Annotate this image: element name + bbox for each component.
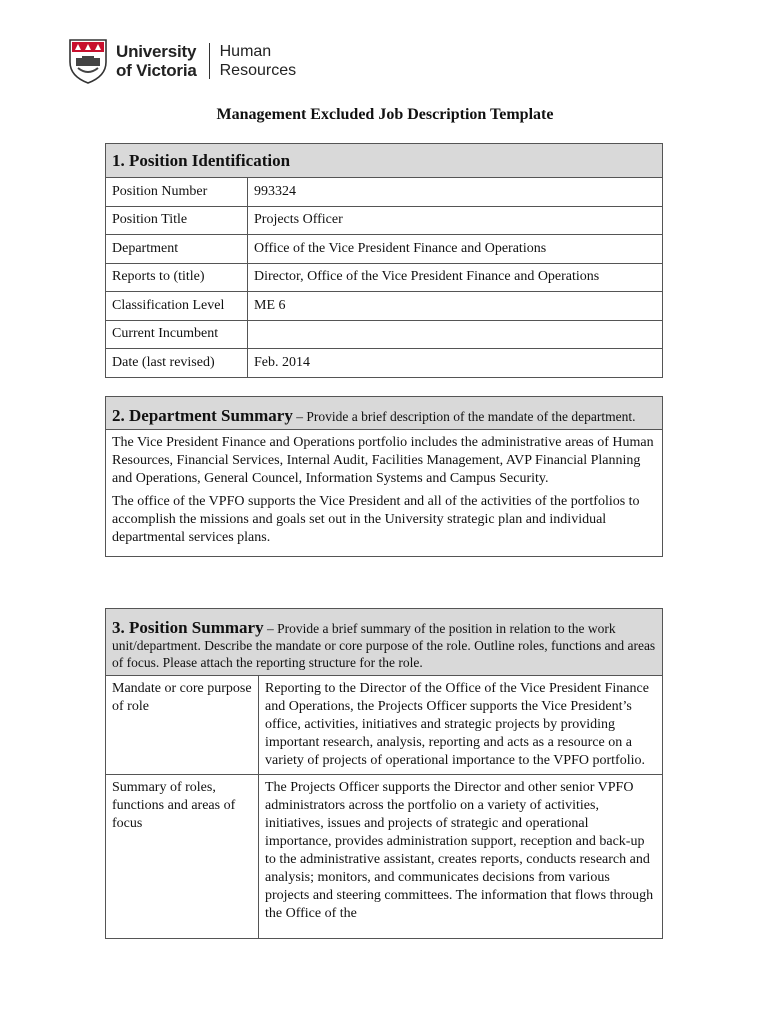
department-summary-table xyxy=(105,396,663,557)
section2-header xyxy=(106,397,663,430)
roles-value: The Projects Officer supports the Director and other senior VPFO administrators across the portfolio on a variety of activities, initiatives, issues and projects of strategic and operational importance, provides administration support, reception and back-up to the administrative assistant, creates reports, conducts research and analysis; monitors, and communicates decisions from various projects and steering committees. The information that flows through the Office of the xyxy=(265,780,654,921)
logo-word-of-victoria: of Victoria xyxy=(116,61,197,80)
logo-dept-line1: Human xyxy=(219,43,272,60)
field-label: Position Title xyxy=(106,206,248,235)
table-row xyxy=(106,263,663,292)
section1-header xyxy=(106,144,663,178)
section3-heading: 3. Position Summary xyxy=(112,618,264,637)
section2-instruction: – Provide a brief description of the mandate of the department. xyxy=(292,409,636,424)
mandate-value: Reporting to the Director of the Office of the Vice President Finance and Operations, the Projects Officer supports the Vice President’s office, activities, initiatives and strategic projects by providing important research, analysis, reporting and acts as a resource on a variety of projects of operational importance to the VPFO portfolio. xyxy=(259,676,663,775)
document-title: Management Excluded Job Description Template xyxy=(216,106,554,123)
logo-dept-line2: Resources xyxy=(219,62,297,79)
field-value xyxy=(248,320,663,349)
mandate-label: Mandate or core purpose of role xyxy=(106,676,259,775)
logo-word-university: University xyxy=(116,42,197,61)
table-row xyxy=(106,178,663,207)
table-row xyxy=(106,235,663,264)
university-wordmark xyxy=(116,42,197,80)
field-value: Office of the Vice President Finance and Operations xyxy=(248,235,663,264)
field-value: Feb. 2014 xyxy=(248,349,663,378)
uvic-hr-logo xyxy=(68,38,296,84)
department-summary-paragraph: The office of the VPFO supports the Vice President and all of the activities of the portfolios to accomplish the missions and goals set out in the University strategic plan and individual departmental services plans. xyxy=(112,494,640,545)
position-summary-table xyxy=(105,608,663,939)
field-value: 993324 xyxy=(248,178,663,207)
section2-body xyxy=(106,430,663,557)
position-identification-table xyxy=(105,143,663,378)
field-label: Department xyxy=(106,235,248,264)
table-row xyxy=(106,206,663,235)
section3-instruction: – Provide a brief summary of the position in relation to the work unit/department. Describe the mandate or core purpose of the role. Outline roles, functions and areas of focus. Please attach the reporting structure for the role. xyxy=(112,621,656,670)
field-label: Classification Level xyxy=(106,292,248,321)
table-row xyxy=(106,349,663,378)
section2-heading: 2. Department Summary xyxy=(112,406,293,425)
field-value: Projects Officer xyxy=(248,206,663,235)
field-label: Position Number xyxy=(106,178,248,207)
field-label: Date (last revised) xyxy=(106,349,248,378)
section1-heading: 1. Position Identification xyxy=(112,150,291,170)
university-crest-icon xyxy=(68,38,108,84)
field-value: Director, Office of the Vice President Finance and Operations xyxy=(248,263,663,292)
field-value: ME 6 xyxy=(248,292,663,321)
field-label: Current Incumbent xyxy=(106,320,248,349)
department-summary-paragraph: The Vice President Finance and Operations portfolio includes the administrative areas of Human Resources, Financial Services, Internal Audit, Facilities Management, AVP Financial Planning and Operations, General Councel, Information Systems and Campus Security. xyxy=(112,435,654,486)
department-wordmark xyxy=(220,42,296,80)
table-row xyxy=(106,320,663,349)
section3-header xyxy=(106,609,663,676)
roles-cell xyxy=(259,775,663,939)
table-row xyxy=(106,775,663,939)
table-row xyxy=(106,676,663,775)
logo-divider xyxy=(209,43,210,79)
field-label: Reports to (title) xyxy=(106,263,248,292)
roles-label: Summary of roles, functions and areas of focus xyxy=(106,775,259,939)
table-row xyxy=(106,292,663,321)
